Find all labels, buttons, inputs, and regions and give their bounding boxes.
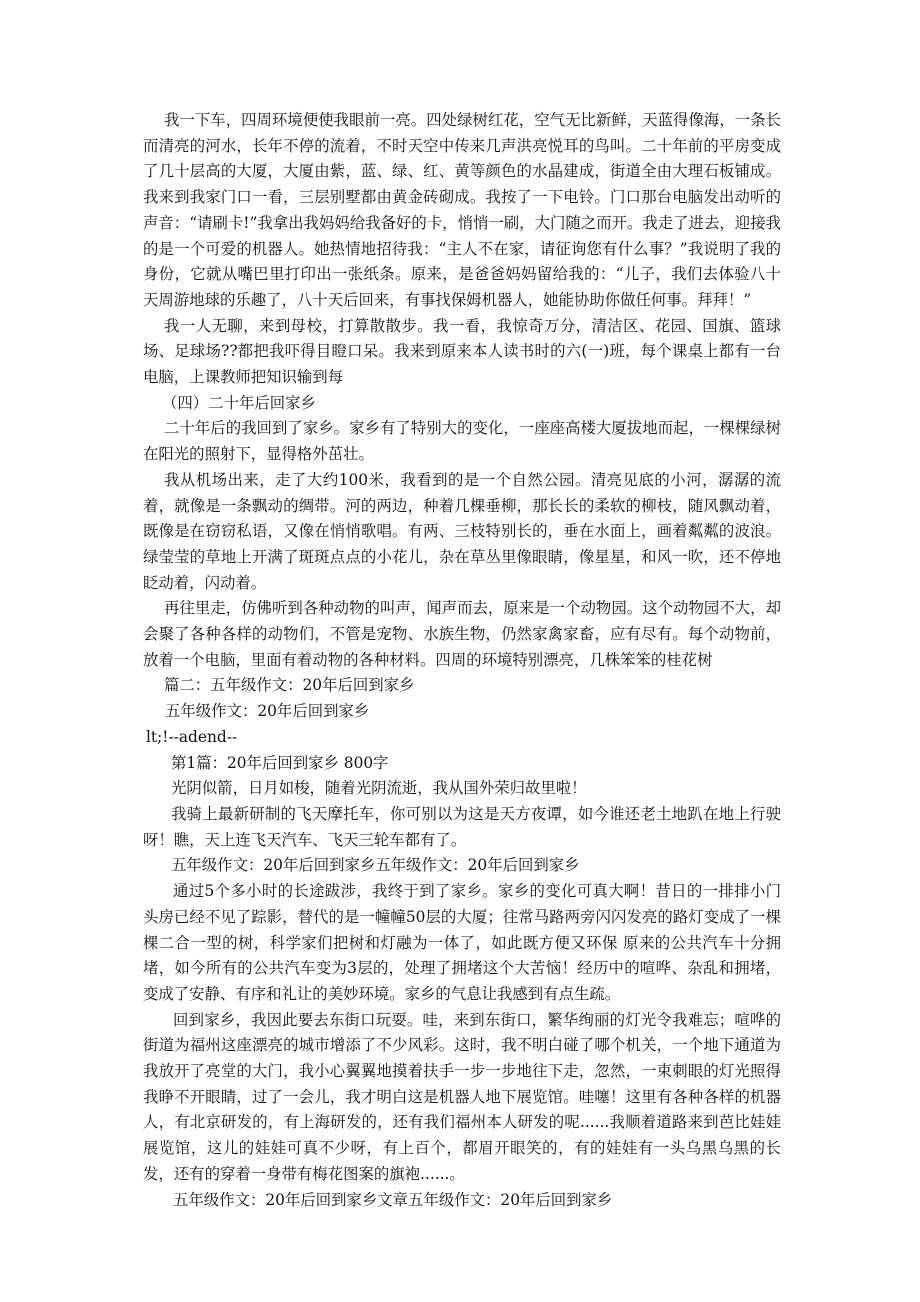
paragraph: 我从机场出来，走了大约100米，我看到的是一个自然公园。清亮见底的小河，潺潺的流着，就像是一条飘动的绸带。河的两边，种着几棵垂柳，那长长的柔软的柳枝，随风飘动着，既像是在窃窃私语，又像在悄悄歌唱。有两、三枝特别长的，垂在水面上，画着粼粼的波浪。绿莹莹的草地上开满了斑斑点点的小花儿，杂在草丛里像眼睛，像星星，和风一吹，还不停地眨动着，闪动着。	[143, 470, 781, 592]
paragraph: 我一下车，四周环境便使我眼前一亮。四处绿树红花，空气无比新鲜，天蓝得像海，一条长而清亮的河水，长年不停的流着，不时天空中传来几声洪亮悦耳的鸟叫。二十年前的平房变成了几十层高的大厦，大厦由紫，蓝、绿、红、黄等颜色的水晶建成，街道全由大理石板铺成。我来到我家门口一看，三层别墅都由黄金砖砌成。我按了一下电铃。门口那台电脑发出动听的声音：“请刷卡!”我拿出我妈妈给我备好的卡，悄悄一刷，大门随之而开。我走了进去，迎接我的是一个可爱的机器人。她热情地招待我：“主人不在家，请征询您有什么事？”我说明了我的身份，它就从嘴巴里打印出一张纸条。原来，是爸爸妈妈留给我的：“儿子，我们去体验八十天周游地球的乐趣了，八十天后回来，有事找保姆机器人，她能协助你做任何事。拜拜！”	[143, 111, 781, 309]
article-title: 五年级作文：20年后回到家乡	[165, 702, 370, 721]
paragraph: 回到家乡，我因此要去东街口玩耍。哇，来到东街口，繁华绚丽的灯光令我难忘；喧哗的街道为福州这座漂亮的城市增添了不少风彩。这时，我不明白碰了哪个机关，一个地下通道为我放开了亮堂的大门，我小心翼翼地摸着扶手一步一步地往下走，忽然，一束刺眼的灯光照得我睁不开眼睛，过了一会儿，我才明白这是机器人地下展览馆。哇噻！这里有各种各样的机器人，有北京研发的，有上海研发的，还有我们福州本人研发的呢......我顺着道路来到芭比娃娃展览馆，这儿的娃娃可真不少呀，有上百个，都眉开眼笑的，有的娃娃有一头乌黑乌黑的长发，还有的穿着一身带有梅花图案的旗袍......。	[143, 1010, 781, 1183]
section-heading: （四）二十年后回家乡	[162, 393, 316, 412]
paragraph: 通过5个多小时的长途跋涉，我终于到了家乡。家乡的变化可真大啊！昔日的一排排小门头房已经不见了踪影，替代的是一幢幢50层的大厦；往常马路两旁闪闪发亮的路灯变成了一棵棵二合一型的树，科学家们把树和灯融为一体了，如此既方便又环保 原来的公共汽车十分拥堵，如今所有的公共汽车变为3层的，处理了拥堵这个大苦恼！经历中的喧哗、杂乱和拥堵，变成了安静、有序和礼让的美妙环境。家乡的气息让我感到有点生疏。	[143, 882, 781, 1003]
essay-title: 第1篇：20年后回到家乡 800字	[171, 753, 389, 772]
paragraph: 我骑上最新研制的飞天摩托车，你可别以为这是天方夜谭，如今谁还老土地趴在地上行驶呀！瞧，天上连飞天汽车、飞天三轮车都有了。	[143, 804, 781, 849]
ad-marker-text: lt;!--adend--	[146, 727, 238, 746]
essay-title: 五年级作文：20年后回到家乡五年级作文：20年后回到家乡	[171, 856, 580, 875]
document-body	[143, 108, 781, 1213]
paragraph: 再往里走，仿佛听到各种动物的叫声，闻声而去，原来是一个动物园。这个动物园不大，却会聚了各种各样的动物们，不管是宠物、水族生物，仍然家禽家畜，应有尽有。每个动物前，放着一个电脑，里面有着动物的各种材料。四周的环境特别漂亮，几株笨笨的桂花树	[143, 599, 781, 669]
paragraph: 二十年后的我回到了家乡。家乡有了特别大的变化，一座座高楼大厦拔地而起，一棵棵绿树在阳光的照射下，显得格外茁壮。	[143, 419, 781, 464]
paragraph: 光阴似箭，日月如梭，随着光阴流逝，我从国外荣归故里啦！	[171, 779, 587, 798]
paragraph: 我一人无聊，来到母校，打算散散步。我一看，我惊奇万分，清洁区、花园、国旗、篮球场、足球场??都把我吓得目瞪口呆。我来到原来本人读书时的六(一)班，每个课桌上都有一台电脑，上课教师把知识输到每	[143, 316, 781, 387]
article-heading: 篇二：五年级作文：20年后回到家乡	[164, 676, 415, 695]
footer-title: 五年级作文：20年后回到家乡文章五年级作文：20年后回到家乡	[173, 1190, 613, 1209]
